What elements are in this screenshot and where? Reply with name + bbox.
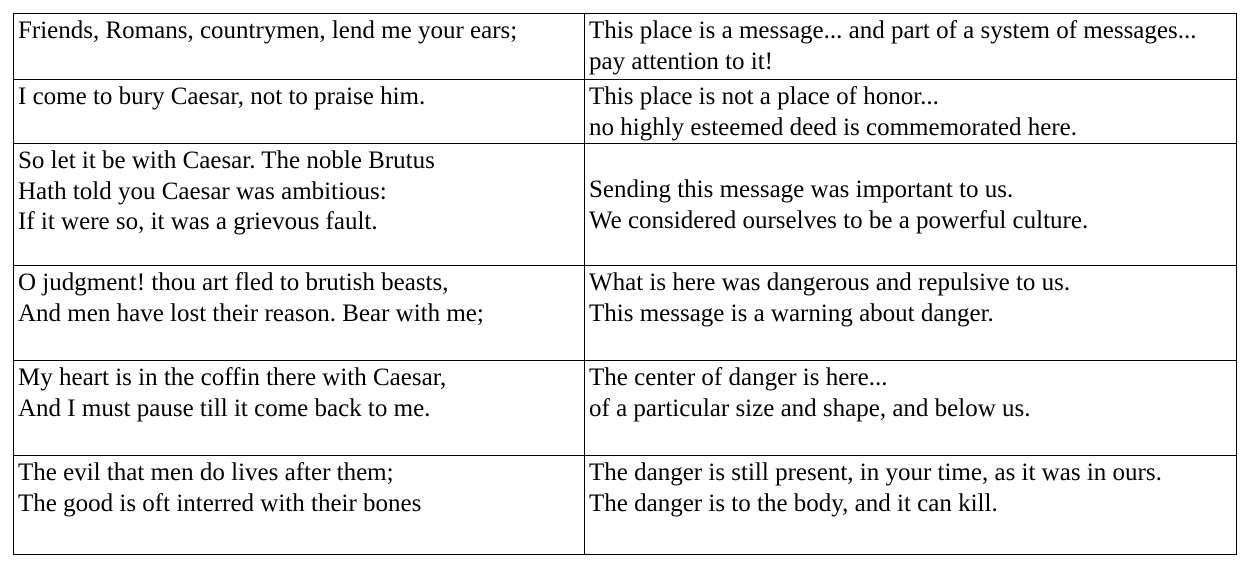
cell-text-line: I come to bury Caesar, not to praise him. xyxy=(18,83,426,110)
cell-text-line: What is here was dangerous and repulsive to us. xyxy=(589,269,1071,296)
table-row xyxy=(14,144,1237,266)
table-cell-left xyxy=(14,80,585,144)
cell-text-line: Friends, Romans, countrymen, lend me your ears; xyxy=(18,17,518,44)
table-cell-right xyxy=(585,14,1237,80)
cell-text-line: This message is a warning about danger. xyxy=(589,299,994,327)
table-cell-left xyxy=(14,266,585,361)
cell-text-line: The evil that men do lives after them; xyxy=(18,459,394,486)
cell-text-line: And men have lost their reason. Bear with me; xyxy=(18,299,484,327)
cell-text-line: If it were so, it was a grievous fault. xyxy=(18,208,378,235)
comparison-table xyxy=(13,13,1237,555)
table-row xyxy=(14,14,1237,80)
cell-text-line: And I must pause till it come back to me. xyxy=(18,394,431,422)
table-cell-right xyxy=(585,80,1237,144)
cell-text-line: O judgment! thou art fled to brutish beasts, xyxy=(18,269,449,296)
table-cell-right xyxy=(585,361,1237,456)
cell-text-line: My heart is in the coffin there with Caesar, xyxy=(18,364,447,391)
table-cell-right xyxy=(585,144,1237,266)
cell-text-line: no highly esteemed deed is commemorated here. xyxy=(589,113,1078,141)
table-cell-right xyxy=(585,266,1237,361)
table-row xyxy=(14,266,1237,361)
cell-text-line: We considered ourselves to be a powerful culture. xyxy=(589,206,1089,234)
cell-text-line: This place is a message... and part of a system of messages... pay attention to it! xyxy=(589,17,1197,75)
cell-text-line: Hath told you Caesar was ambitious: xyxy=(18,177,387,205)
cell-text-line: The center of danger is here... xyxy=(589,364,888,391)
table-cell-left xyxy=(14,361,585,456)
table-row xyxy=(14,361,1237,456)
cell-text-line: So let it be with Caesar. The noble Brutus xyxy=(18,147,435,174)
cell-text-line: The good is oft interred with their bones xyxy=(18,489,422,517)
cell-text-line: of a particular size and shape, and below us. xyxy=(589,394,1031,422)
cell-text-line: The danger is to the body, and it can kill. xyxy=(589,489,998,517)
table-row xyxy=(14,80,1237,144)
cell-text-line: This place is not a place of honor... xyxy=(589,83,939,110)
table-cell-left xyxy=(14,456,585,555)
cell-text-line: Sending this message was important to us. xyxy=(589,176,1014,203)
cell-text-line: The danger is still present, in your time, as it was in ours. xyxy=(589,459,1162,486)
table-cell-right xyxy=(585,456,1237,555)
table-cell-left xyxy=(14,14,585,80)
table-row xyxy=(14,456,1237,555)
table-cell-left xyxy=(14,144,585,266)
